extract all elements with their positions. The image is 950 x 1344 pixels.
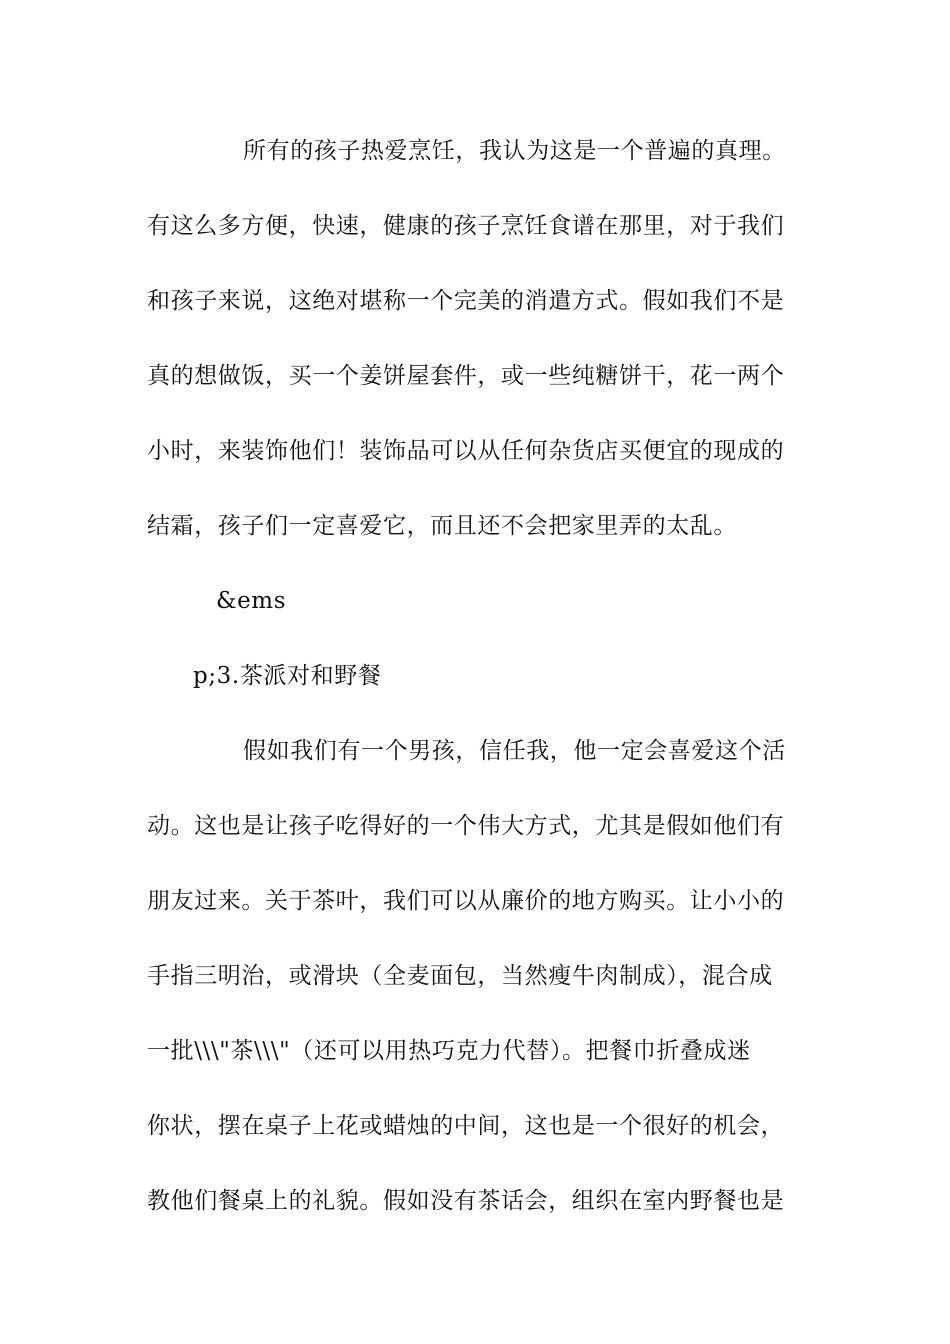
paragraph-line: 所有的孩子热爱烹饪，我认为这是一个普遍的真理。	[243, 138, 786, 164]
paragraph-line: 结霜，孩子们一定喜爱它，而且还不会把家里弄的太乱。	[147, 513, 737, 539]
section-heading: p;3.茶派对和野餐	[193, 663, 382, 689]
paragraph-line: 你状，摆在桌子上花或蜡烛的中间，这也是一个很好的机会，	[147, 1113, 785, 1139]
stray-entity-line: &ems	[216, 588, 287, 614]
paragraph-line: 手指三明治，或滑块（全麦面包，当然瘦牛肉制成），混合成	[147, 963, 773, 989]
paragraph-line: 动。这也是让孩子吃得好的一个伟大方式，尤其是假如他们有	[147, 813, 785, 839]
paragraph-line: 教他们餐桌上的礼貌。假如没有茶话会，组织在室内野餐也是	[147, 1188, 785, 1214]
paragraph-line: 一批\\\"茶\\\"（还可以用热巧克力代替）。把餐巾折叠成迷	[147, 1038, 751, 1064]
paragraph-line: 假如我们有一个男孩，信任我，他一定会喜爱这个活	[243, 738, 786, 764]
paragraph-line: 小时，来装饰他们！装饰品可以从任何杂货店买便宜的现成的	[147, 438, 785, 464]
paragraph-line: 朋友过来。关于茶叶，我们可以从廉价的地方购买。让小小的	[147, 888, 785, 914]
paragraph-line: 有这么多方便，快速，健康的孩子烹饪食谱在那里，对于我们	[147, 213, 785, 239]
paragraph-line: 真的想做饭，买一个姜饼屋套件，或一些纯糖饼干，花一两个	[147, 363, 785, 389]
paragraph-line: 和孩子来说，这绝对堪称一个完美的消遣方式。假如我们不是	[147, 288, 785, 314]
